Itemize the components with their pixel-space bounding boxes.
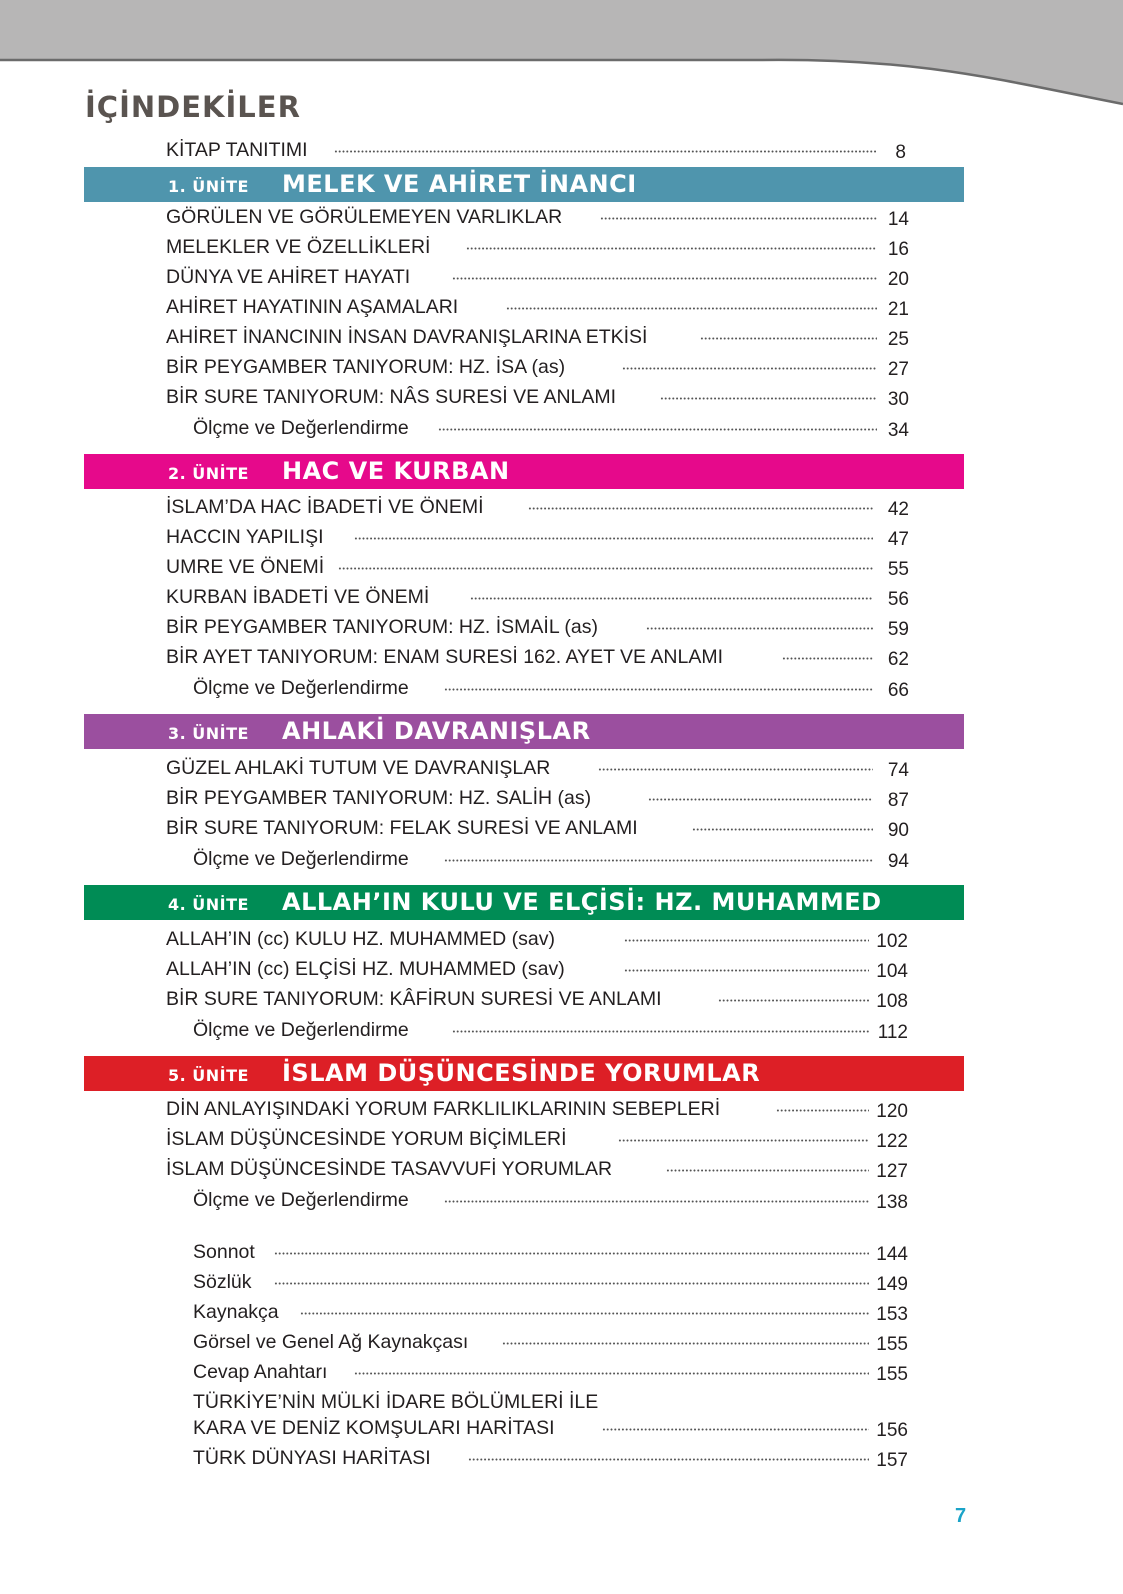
toc-entry[interactable] [0, 235, 1123, 265]
toc-page-number: 8 [895, 142, 906, 163]
toc-page-number: 74 [887, 760, 909, 781]
toc-entry[interactable] [0, 295, 1123, 325]
unit-number: 3. ÜNİTE [168, 724, 249, 743]
unit-header-3[interactable] [84, 714, 964, 749]
toc-page-number: 138 [876, 1192, 908, 1213]
toc-page-number: 155 [876, 1364, 908, 1385]
toc-page-number: 25 [887, 329, 909, 350]
toc-entry[interactable] [0, 816, 1123, 846]
toc-entry[interactable] [0, 847, 1123, 877]
toc-entry-label: TÜRKİYE’NİN MÜLKİ İDARE BÖLÜMLERİ İLE [193, 1391, 599, 1413]
dot-leader [600, 217, 877, 220]
toc-entry-label: Sözlük [193, 1271, 252, 1293]
toc-entry-label: KARA VE DENİZ KOMŞULARI HARİTASI [193, 1417, 555, 1439]
dot-leader [444, 688, 873, 691]
toc-entry[interactable] [0, 927, 1123, 957]
dot-leader [468, 1458, 869, 1461]
unit-title: AHLAKİ DAVRANIŞLAR [282, 717, 591, 745]
dot-leader [624, 969, 869, 972]
toc-page-number: 16 [887, 239, 909, 260]
dot-leader [502, 1342, 869, 1345]
dot-leader [506, 307, 877, 310]
toc-page-number: 104 [876, 961, 908, 982]
dot-leader [692, 828, 873, 831]
toc-entry-label: DİN ANLAYIŞINDAKİ YORUM FARKLILIKLARININ SEBEPLERİ [166, 1098, 721, 1120]
unit-header-4[interactable] [84, 885, 964, 920]
toc-appendix-entry[interactable] [0, 1270, 1123, 1300]
toc-entry-label: Sonnot [193, 1241, 255, 1263]
toc-entry[interactable] [0, 987, 1123, 1017]
toc-page-number: 156 [876, 1420, 908, 1441]
toc-page-number: 56 [887, 589, 909, 610]
toc-entry[interactable] [0, 555, 1123, 585]
toc-page-number: 102 [876, 931, 908, 952]
toc-page-number: 34 [887, 420, 909, 441]
dot-leader [666, 1169, 869, 1172]
toc-entry-label: Ölçme ve Değerlendirme [193, 848, 409, 870]
toc-page-number: 30 [887, 389, 909, 410]
unit-title: HAC VE KURBAN [282, 457, 510, 485]
toc-entry[interactable] [0, 385, 1123, 415]
dot-leader [624, 939, 869, 942]
toc-entry-label: BİR PEYGAMBER TANIYORUM: HZ. İSA (as) [166, 356, 566, 378]
toc-entry[interactable] [0, 957, 1123, 987]
toc-entry-label: BİR PEYGAMBER TANIYORUM: HZ. SALİH (as) [166, 787, 592, 809]
toc-entry-label: BİR SURE TANIYORUM: KÂFİRUN SURESİ VE ANLAMI [166, 988, 662, 1010]
toc-entry-label: Ölçme ve Değerlendirme [193, 1019, 409, 1041]
dot-leader [334, 150, 877, 153]
toc-entry-label: Ölçme ve Değerlendirme [193, 1189, 409, 1211]
dot-leader [648, 798, 873, 801]
dot-leader [452, 277, 877, 280]
toc-entry[interactable] [0, 585, 1123, 615]
toc-entry-kitap-tanitimi[interactable] [0, 138, 1123, 168]
dot-leader [444, 859, 873, 862]
toc-page-number: 157 [876, 1450, 908, 1471]
dot-leader [660, 397, 877, 400]
toc-entry[interactable] [0, 676, 1123, 706]
toc-entry-label: HACCIN YAPILIŞI [166, 526, 324, 548]
toc-page-number: 149 [876, 1274, 908, 1295]
dot-leader [438, 428, 877, 431]
unit-number: 5. ÜNİTE [168, 1066, 249, 1085]
toc-page-number: 127 [876, 1161, 908, 1182]
toc-entry-label: Cevap Anahtarı [193, 1361, 328, 1383]
dot-leader [444, 1200, 869, 1203]
dot-leader [354, 537, 873, 540]
toc-page-number: 153 [876, 1304, 908, 1325]
toc-entry-label: AHİRET İNANCININ İNSAN DAVRANIŞLARINA ETKİSİ [166, 326, 648, 348]
toc-page-number: 90 [887, 820, 909, 841]
toc-entry-label: MELEKLER VE ÖZELLİKLERİ [166, 236, 431, 258]
page-number: 7 [955, 1505, 967, 1527]
toc-page-number: 47 [887, 529, 909, 550]
unit-number: 4. ÜNİTE [168, 895, 249, 914]
dot-leader [718, 999, 869, 1002]
dot-leader [528, 507, 873, 510]
toc-entry-label: GÖRÜLEN VE GÖRÜLEMEYEN VARLIKLAR [166, 206, 563, 228]
toc-entry-label: BİR PEYGAMBER TANIYORUM: HZ. İSMAİL (as) [166, 616, 598, 638]
toc-entry-label: İSLAM DÜŞÜNCESİNDE YORUM BİÇİMLERİ [166, 1128, 567, 1150]
toc-page-number: 122 [876, 1131, 908, 1152]
toc-entry-label: AHİRET HAYATININ AŞAMALARI [166, 296, 459, 318]
dot-leader [646, 627, 873, 630]
dot-leader [274, 1252, 869, 1255]
toc-entry[interactable] [0, 1157, 1123, 1187]
dot-leader [338, 567, 873, 570]
toc-entry[interactable] [0, 756, 1123, 786]
toc-entry[interactable] [0, 1097, 1123, 1127]
unit-header-5[interactable] [84, 1056, 964, 1091]
unit-header-2[interactable] [84, 454, 964, 489]
unit-title: İSLAM DÜŞÜNCESİNDE YORUMLAR [282, 1059, 761, 1087]
toc-entry-label: BİR SURE TANIYORUM: NÂS SURESİ VE ANLAMI [166, 386, 617, 408]
toc-appendix-entry[interactable] [0, 1416, 1123, 1446]
dot-leader [598, 768, 873, 771]
toc-page-number: 66 [887, 680, 909, 701]
dot-leader [274, 1282, 869, 1285]
unit-number: 1. ÜNİTE [168, 177, 249, 196]
toc-page-number: 20 [887, 269, 909, 290]
toc-entry-label: DÜNYA VE AHİRET HAYATI [166, 266, 411, 288]
toc-entry[interactable] [0, 325, 1123, 355]
toc-page-number: 112 [877, 1022, 908, 1043]
dot-leader [300, 1312, 869, 1315]
dot-leader [602, 1428, 869, 1431]
toc-entry[interactable] [0, 495, 1123, 525]
toc-page-number: 155 [876, 1334, 908, 1355]
toc-entry[interactable] [0, 265, 1123, 295]
toc-page-number: 94 [887, 851, 909, 872]
toc-entry-label: Ölçme ve Değerlendirme [193, 677, 409, 699]
toc-entry[interactable] [0, 355, 1123, 385]
toc-appendix-entry[interactable] [0, 1240, 1123, 1270]
toc-page-number: 59 [887, 619, 909, 640]
unit-number: 2. ÜNİTE [168, 464, 249, 483]
toc-entry-label: İSLAM’DA HAC İBADETİ VE ÖNEMİ [166, 496, 484, 518]
toc-page-number: 21 [887, 299, 909, 320]
toc-appendix-entry[interactable] [0, 1360, 1123, 1390]
unit-header-1[interactable] [84, 167, 964, 202]
toc-appendix-entry[interactable] [0, 1300, 1123, 1330]
unit-title: ALLAH’IN KULU VE ELÇİSİ: HZ. MUHAMMED [282, 888, 882, 916]
dot-leader [354, 1372, 869, 1375]
toc-entry[interactable] [0, 1127, 1123, 1157]
toc-page-number: 42 [887, 499, 909, 520]
toc-entry-label: Ölçme ve Değerlendirme [193, 417, 409, 439]
toc-page-number: 108 [876, 991, 908, 1012]
toc-page-number: 55 [887, 559, 909, 580]
toc-page-number: 27 [887, 359, 909, 380]
toc-entry-label: ALLAH’IN (cc) KULU HZ. MUHAMMED (sav) [166, 928, 555, 950]
toc-page-number: 14 [887, 209, 909, 230]
toc-entry-label: Kaynakça [193, 1301, 279, 1323]
toc-entry-label: BİR SURE TANIYORUM: FELAK SURESİ VE ANLAMI [166, 817, 638, 839]
toc-page-number: 144 [876, 1244, 908, 1265]
toc-entry[interactable] [0, 786, 1123, 816]
toc-page-number: 120 [876, 1101, 908, 1122]
toc-entry-label: İSLAM DÜŞÜNCESİNDE TASAVVUFİ YORUMLAR [166, 1158, 613, 1180]
toc-entry[interactable] [0, 645, 1123, 675]
toc-entry[interactable] [0, 1188, 1123, 1218]
toc-entry-label: KİTAP TANITIMI [166, 139, 308, 161]
page-title: İÇİNDEKİLER [85, 90, 301, 124]
toc-appendix-entry[interactable] [0, 1330, 1123, 1360]
toc-entry[interactable] [0, 525, 1123, 555]
toc-entry-label: UMRE VE ÖNEMİ [166, 556, 325, 578]
toc-entry[interactable] [0, 205, 1123, 235]
toc-entry[interactable] [0, 416, 1123, 446]
dot-leader [452, 1030, 869, 1033]
toc-entry[interactable] [0, 615, 1123, 645]
toc-entry-label: ALLAH’IN (cc) ELÇİSİ HZ. MUHAMMED (sav) [166, 958, 565, 980]
dot-leader [470, 597, 873, 600]
toc-appendix-entry[interactable] [0, 1446, 1123, 1476]
toc-entry-label: Görsel ve Genel Ağ Kaynakçası [193, 1331, 469, 1353]
toc-page-number: 62 [887, 649, 909, 670]
toc-entry-label: KURBAN İBADETİ VE ÖNEMİ [166, 586, 430, 608]
unit-title: MELEK VE AHİRET İNANCI [282, 170, 637, 198]
dot-leader [466, 247, 877, 250]
toc-page-number: 87 [887, 790, 909, 811]
toc-entry-label: TÜRK DÜNYASI HARİTASI [193, 1447, 431, 1469]
dot-leader [618, 1139, 869, 1142]
toc-entry-label: GÜZEL AHLAKİ TUTUM VE DAVRANIŞLAR [166, 757, 551, 779]
toc-entry-label: BİR AYET TANIYORUM: ENAM SURESİ 162. AYET VE ANLAMI [166, 646, 724, 668]
toc-entry[interactable] [0, 1018, 1123, 1048]
dot-leader [622, 367, 877, 370]
